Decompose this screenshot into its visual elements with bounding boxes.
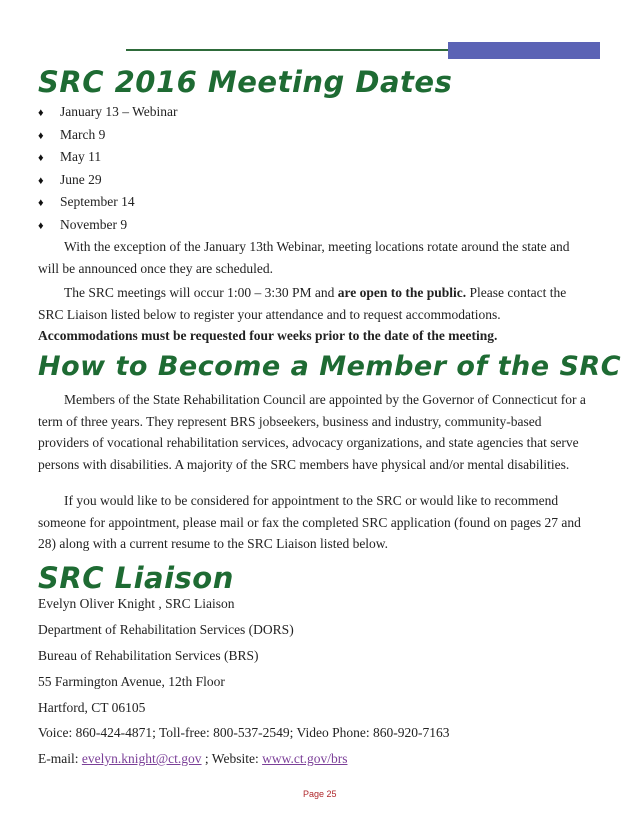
list-item	[38, 101, 178, 124]
liaison-street: 55 Farmington Avenue, 12th Floor	[38, 674, 225, 689]
website-link[interactable]: www.ct.gov/brs	[262, 751, 348, 766]
list-item	[38, 214, 178, 237]
date-text: June 29	[60, 171, 102, 187]
diamond-bullet-icon: ♦	[38, 129, 44, 142]
liaison-phones: Voice: 860-424-4871; Toll-free: 800-537-2549; Video Phone: 860-920-7163	[38, 725, 450, 740]
list-item	[38, 191, 178, 214]
list-item	[38, 124, 178, 147]
diamond-bullet-icon: ♦	[38, 174, 44, 187]
date-text: January 13 – Webinar	[60, 104, 178, 119]
page-number: Page 25	[303, 789, 337, 799]
email-link[interactable]: evelyn.knight@ct.gov	[81, 751, 202, 766]
date-text: May 11	[60, 149, 102, 165]
diamond-bullet-icon: ♦	[38, 152, 44, 165]
date-text: November 9	[60, 216, 128, 232]
liaison-department: Department of Rehabilitation Services (DORS)	[38, 622, 294, 637]
membership-heading: How to Become a Member of the SRC	[38, 351, 622, 382]
meeting-dates-list	[38, 101, 178, 237]
liaison-heading: SRC Liaison	[38, 561, 234, 595]
diamond-bullet-icon: ♦	[38, 107, 44, 119]
list-item	[38, 169, 178, 192]
meeting-dates-heading: SRC 2016 Meeting Dates	[38, 65, 453, 99]
liaison-name: Evelyn Oliver Knight , SRC Liaison	[38, 596, 235, 611]
accommodations-notice: Accommodations must be requested four weeks prior to the date of the meeting.	[38, 328, 498, 343]
website-label: ; Website:	[201, 751, 263, 766]
meeting-times-paragraph	[38, 282, 590, 347]
membership-paragraph: Members of the State Rehabilitation Council are appointed by the Governor of Connecticut for a term of three years. They represent BRS jobseekers, business and industry, community-based providers of vocational rehabilitation services, advocacy organizations, and state agencies that serve persons with disabilities. A majority of the SRC members have physical and/or mental disabilities.	[38, 392, 586, 472]
list-item	[38, 146, 178, 169]
email-label: E-mail:	[38, 751, 82, 766]
liaison-city: Hartford, CT 06105	[38, 700, 146, 715]
liaison-web-contact	[38, 751, 347, 767]
header-rule-block	[448, 42, 600, 59]
meeting-times-text: The SRC meetings will occur 1:00 – 3:30 PM and	[64, 285, 338, 300]
contact-liaison-text: Please contact the SRC Liaison listed below to register your attendance and to request accommodations.	[38, 285, 567, 322]
open-to-public-text: are open to the public.	[337, 285, 467, 300]
date-text: March 9	[60, 126, 106, 142]
diamond-bullet-icon: ♦	[38, 219, 44, 232]
liaison-bureau: Bureau of Rehabilitation Services (BRS)	[38, 648, 259, 663]
meeting-locations-paragraph: With the exception of the January 13th Webinar, meeting locations rotate around the state and will be announced once they are scheduled.	[38, 239, 570, 276]
diamond-bullet-icon: ♦	[38, 197, 44, 210]
appointment-paragraph: If you would like to be considered for appointment to the SRC or would like to recommend someone for appointment, please mail or fax the completed SRC application (found on pages 27 and 28) along with a current resume to the SRC Liaison listed below.	[38, 493, 581, 551]
date-text: September 14	[60, 194, 135, 210]
